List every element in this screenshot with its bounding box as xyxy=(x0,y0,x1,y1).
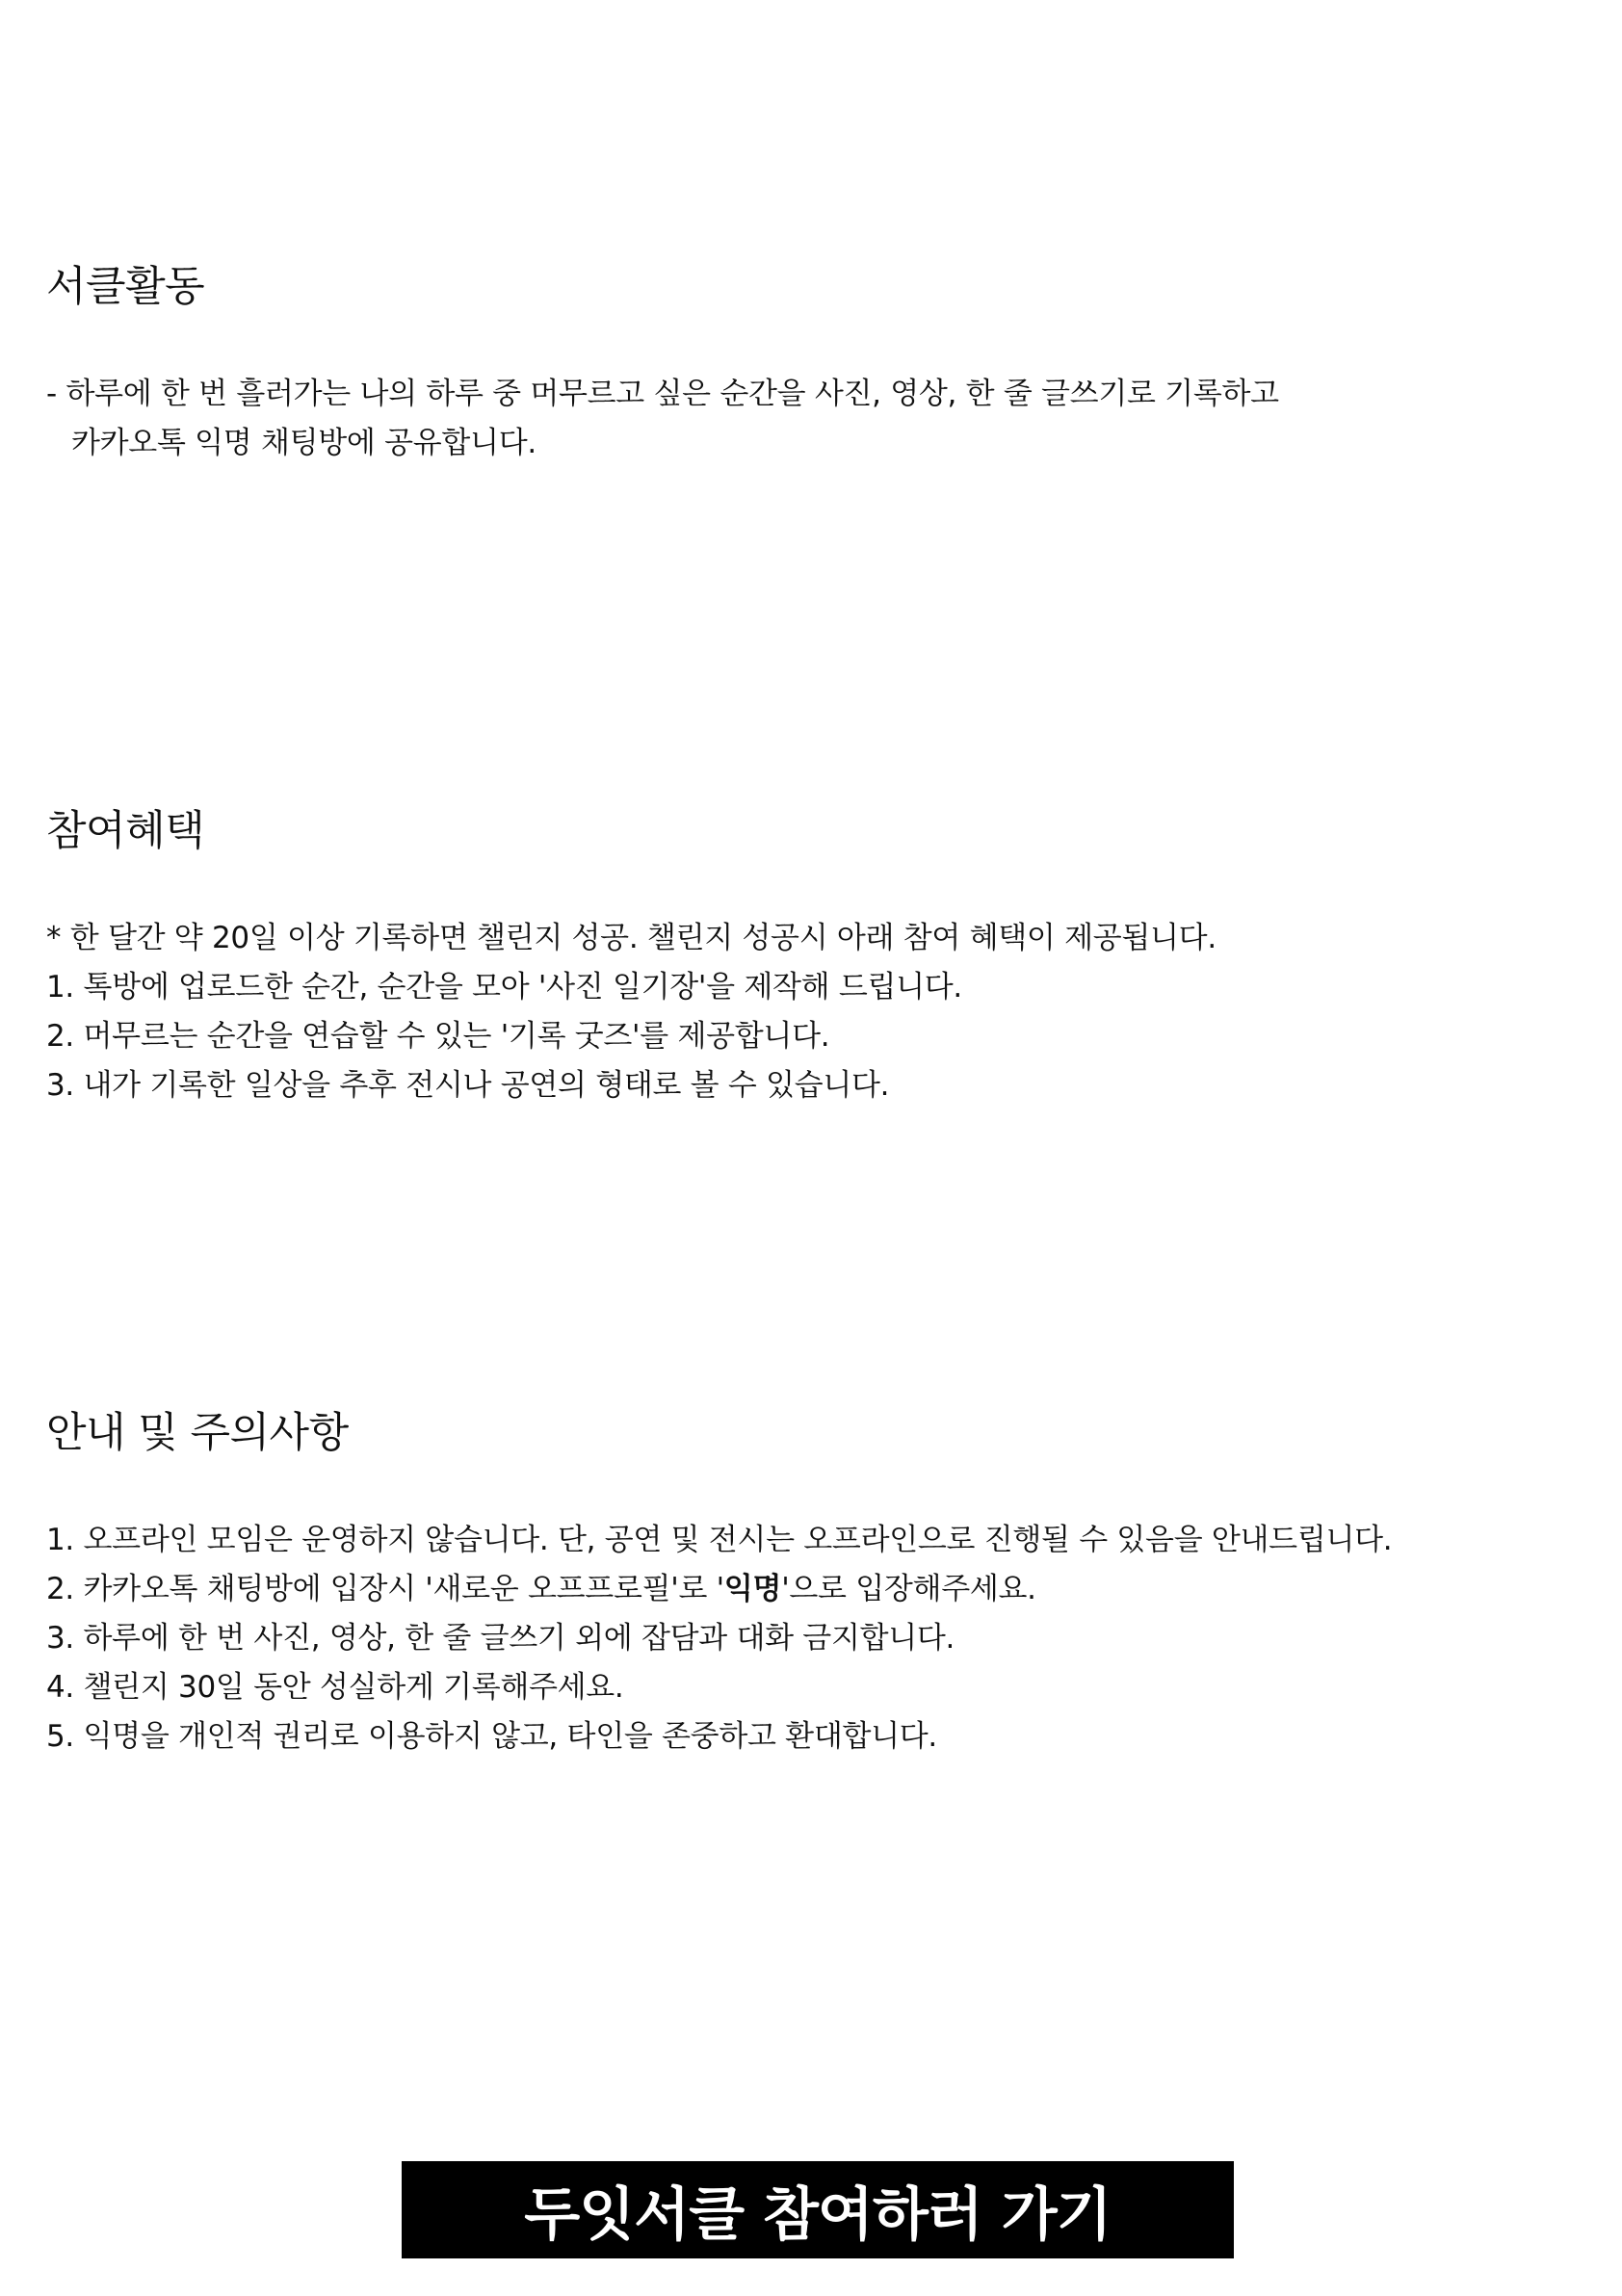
notice-item-no-chatting: 3. 하루에 한 번 사진, 영상, 한 줄 글쓰기 외에 잡담과 대화 금지합니다. xyxy=(46,1621,955,1656)
benefits-item-exhibition: 3. 내가 기록한 일상을 추후 전시나 공연의 형태로 볼 수 있습니다. xyxy=(46,1068,890,1103)
notice-item-offline: 1. 오프라인 모임은 운영하지 않습니다. 단, 공연 및 전시는 오프라인으로 진행될 수 있음을 안내드립니다. xyxy=(46,1523,1393,1557)
join-circle-button[interactable]: 두잇서클 참여하러 가기 xyxy=(402,2161,1234,2258)
circle-activity-section xyxy=(46,260,1549,468)
notice-item-anonymous-entry-suffix: '으로 입장해주세요. xyxy=(781,1572,1036,1606)
notice-item-respect: 5. 익명을 개인적 권리로 이용하지 않고, 타인을 존중하고 환대합니다. xyxy=(46,1719,937,1754)
circle-activity-title: 서클활동 xyxy=(46,263,205,311)
notice-section xyxy=(46,1406,1549,1761)
circle-activity-description-line-1: - 하루에 한 번 흘러가는 나의 하루 중 머무르고 싶은 순간을 사진, 영상, 한 줄 글쓰기로 기록하고 xyxy=(46,377,1279,411)
benefits-note: * 한 달간 약 20일 이상 기록하면 챌린지 성공. 챌린지 성공시 아래 참여 혜택이 제공됩니다. xyxy=(46,921,1216,955)
notice-item-anonymous-emphasis: 익명 xyxy=(723,1572,782,1606)
notice-item-anonymous-entry xyxy=(46,1565,1549,1614)
benefits-section xyxy=(46,804,1549,1110)
circle-activity-description-line-2: 카카오톡 익명 채팅방에 공유합니다. xyxy=(71,426,536,460)
benefits-title: 참여혜택 xyxy=(46,807,205,855)
benefits-list xyxy=(46,914,1549,1110)
notice-item-anonymous-entry-prefix: 2. 카카오톡 채팅방에 입장시 '새로운 오프프로필'로 ' xyxy=(46,1572,724,1606)
benefits-item-photo-diary: 1. 톡방에 업로드한 순간, 순간을 모아 '사진 일기장'을 제작해 드립니다. xyxy=(46,970,962,1004)
notice-title: 안내 및 주의사항 xyxy=(46,1409,349,1457)
notice-item-30-days: 4. 챌린지 30일 동안 성실하게 기록해주세요. xyxy=(46,1670,624,1705)
benefits-item-record-goods: 2. 머무르는 순간을 연습할 수 있는 '기록 굿즈'를 제공합니다. xyxy=(46,1019,830,1054)
notice-list xyxy=(46,1516,1549,1761)
